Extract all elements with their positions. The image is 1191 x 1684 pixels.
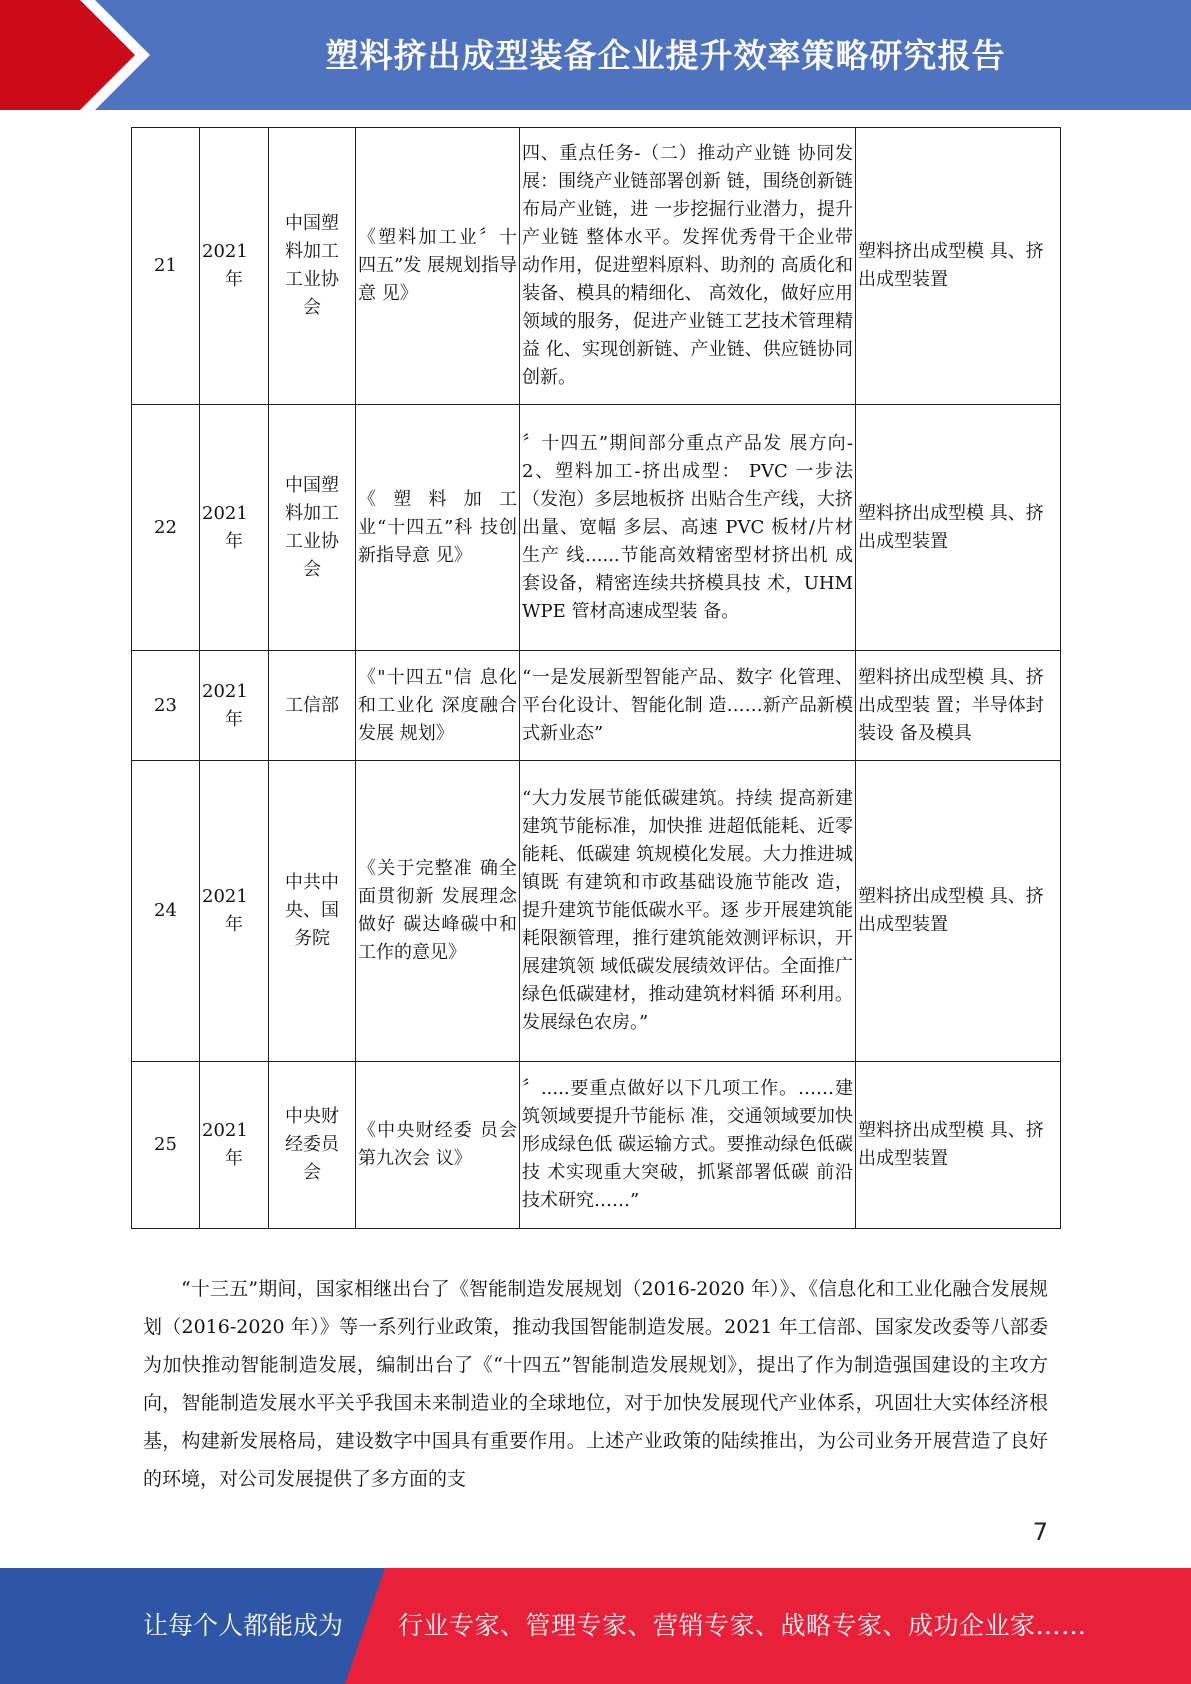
policy-table — [131, 127, 1061, 1229]
issuing-organization: 中国塑料加工工业协会 — [269, 405, 356, 651]
year-unit: 年 — [225, 269, 243, 290]
issuing-organization: 工信部 — [269, 651, 356, 761]
policy-document: 《塑料加工业〞十四五”发 展规划指导意 见》 — [356, 128, 520, 405]
year-value: 2021 — [202, 1120, 248, 1141]
year-value: 2021 — [202, 886, 248, 907]
issuing-organization: 中国塑料加工工业协会 — [269, 128, 356, 405]
related-products: 塑料挤出成型模 具、挤出成型装置 — [856, 405, 1061, 651]
row-year — [200, 128, 269, 405]
issuing-organization: 中共中央、国务院 — [269, 761, 356, 1062]
year-unit: 年 — [225, 530, 243, 552]
row-year — [200, 761, 269, 1062]
page-header — [0, 0, 1191, 110]
report-title: 塑料挤出成型装备企业提升效率策略研究报告 — [325, 36, 1006, 75]
table-row — [132, 405, 1061, 651]
row-number: 23 — [132, 651, 200, 761]
body-paragraph: “十三五”期间，国家相继出台了《智能制造发展规划（2016-2020 年）》、《信息化和工业化融合发展规划（2016-2020 年）》等一系列行业政策，推动我国智能制造发展。2021 年工信部、国家发改委等八部委为加快推动智能制造发展，编制出台了《“十四五”智能制造发展规划》，提出了作为制造强国建设的主攻方向，智能制造发展水平关乎我国未来制造业的全球地位，对于加快发展现代产业体系，巩固壮大实体经济根基，构建新发展格局，建设数字中国具有重要作用。上述产业政策的陆续推出，为公司业务开展营造了良好的环境，对公司发展提供了多方面的支 — [143, 1278, 1048, 1490]
policy-content: “一是发展新型智能产品、数字 化管理、平台化设计、智能化制 造……新产品新模式新业态” — [520, 651, 856, 761]
page-number: 7 — [1032, 1518, 1048, 1546]
table-row — [132, 1062, 1061, 1229]
policy-content: “大力发展节能低碳建筑。持续 提高新建建筑节能标准，加快推 进超低能耗、近零能耗、低碳建 筑规模化发展。大力推进城镇既 有建筑和市政基础设施节能改 造，提升建筑节能低碳水平。逐 步开展建筑能耗限额管理，推行建筑能效测评标识，开展建筑领 域低碳发展绩效评估。全面推广 绿色低碳建材，推动建筑材料循 环利用。发展绿色农房。” — [520, 761, 856, 1062]
related-products: 塑料挤出成型模 具、挤出成型装置 — [856, 128, 1061, 405]
row-year — [200, 651, 269, 761]
table-row — [132, 651, 1061, 761]
issuing-organization: 中央财经委员会 — [269, 1062, 356, 1229]
row-year — [200, 1062, 269, 1229]
page-footer — [0, 1568, 1191, 1684]
year-value: 2021 — [202, 241, 248, 262]
row-year — [200, 405, 269, 651]
year-unit: 年 — [225, 1148, 243, 1169]
related-products: 塑料挤出成型模 具、挤出成型装置 — [856, 1062, 1061, 1229]
year-value: 2021 — [202, 502, 248, 524]
policy-document: 《关于完整准 确全面贯彻新 发展理念做好 碳达峰碳中和 工作的意见》 — [356, 761, 520, 1062]
footer-slogan-left: 让每个人都能成为 — [143, 1611, 344, 1640]
row-number: 22 — [132, 405, 200, 651]
policy-document: 《"十四五"信 息化和工业化 深度融合发展 规划》 — [356, 651, 520, 761]
table-row — [132, 761, 1061, 1062]
row-number: 24 — [132, 761, 200, 1062]
year-value: 2021 — [202, 680, 248, 702]
table-row — [132, 128, 1061, 405]
row-number: 21 — [132, 128, 200, 405]
policy-content: 〞十四五”期间部分重点产品发 展方向-2、塑料加工-挤出成型： PVC 一步法（发泡）多层地板挤 出贴合生产线，大挤出量、宽幅 多层、高速 PVC 板材/片材生产 线......节能高效精密型材挤出机 成套设备，精密连续共挤模具技 术，UHMWPE 管材高速成型装 备。 — [520, 405, 856, 651]
policy-document: 《 塑 料 加 工 业“十四五”科 技创新指导意 见》 — [356, 405, 520, 651]
related-products: 塑料挤出成型模 具、挤出成型装 置；半导体封装设 备及模具 — [856, 651, 1061, 761]
policy-content: 〞.....要重点做好以下几项工作。……建筑领域要提升节能标 准，交通领域要加快形成绿色低 碳运输方式。要推动绿色低碳技 术实现重大突破，抓紧部署低碳 前沿技术研究……” — [520, 1062, 856, 1229]
policy-content: 四、重点任务-（二）推动产业链 协同发展：围绕产业链部署创新 链，围绕创新链布局产业链，进 一步挖掘行业潜力，提升产业链 整体水平。发挥优秀骨干企业带 动作用，促进塑料原料、助剂的 高质化和装备、模具的精细化、 高效化，做好应用领域的服务，促进产业链工艺技术管理精益 化、实现创新链、产业链、供应链协同创新。 — [520, 128, 856, 405]
footer-slogan-right: 行业专家、管理专家、营销专家、战略专家、成功企业家…… — [398, 1611, 1087, 1640]
year-unit: 年 — [225, 914, 243, 935]
related-products: 塑料挤出成型模 具、挤出成型装置 — [856, 761, 1061, 1062]
year-unit: 年 — [225, 708, 243, 730]
row-number: 25 — [132, 1062, 200, 1229]
header-red-arrow-decoration — [0, 0, 150, 110]
policy-document: 《中央财经委 员会第九次会 议》 — [356, 1062, 520, 1229]
